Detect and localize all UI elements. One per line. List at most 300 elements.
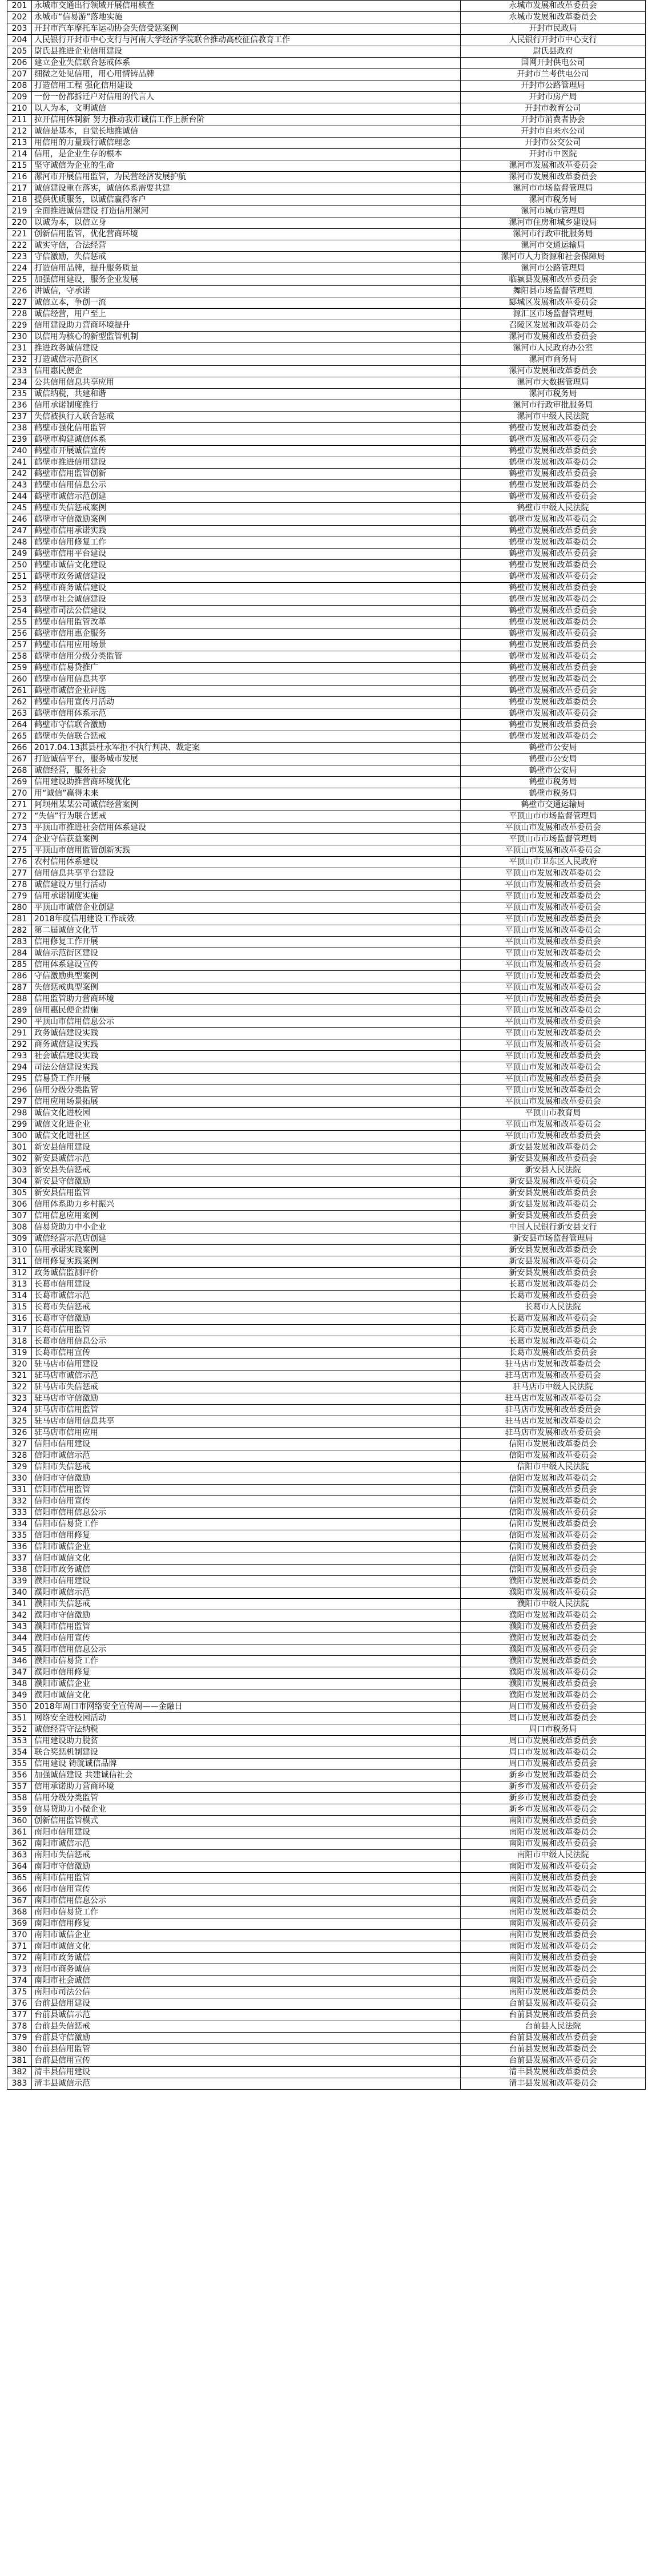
table-row [7,149,646,160]
case-title: 第二届诚信文化节 [32,925,461,937]
table-row [7,800,646,811]
case-title: 鹤壁市诚信文化建设 [32,560,461,571]
table-row [7,1907,646,1918]
table-row [7,400,646,412]
reporting-organization: 鹤壁市发展和改革委员会 [461,663,646,674]
table-row [7,1017,646,1028]
row-number: 351 [7,1713,32,1724]
reporting-organization: 南阳市发展和改革委员会 [461,1941,646,1953]
row-number: 366 [7,1884,32,1896]
reporting-organization: 新安县人民法院 [461,1165,646,1176]
case-title: 长葛市失信惩戒 [32,1302,461,1313]
table-row [7,412,646,423]
reporting-organization: 人民银行开封市中心支行 [461,35,646,46]
case-title: 信用体系建设宣传 [32,960,461,971]
table-row [7,811,646,823]
row-number: 275 [7,845,32,857]
table-row [7,297,646,309]
reporting-organization: 信阳市发展和改革委员会 [461,1565,646,1576]
row-number: 232 [7,354,32,366]
row-number: 299 [7,1119,32,1131]
table-row [7,1884,646,1896]
reporting-organization: 信阳市发展和改革委员会 [461,1553,646,1565]
reporting-organization: 台前县发展和改革委员会 [461,2044,646,2055]
reporting-organization: 漯河市公路管理局 [461,263,646,275]
table-row [7,1793,646,1804]
row-number: 273 [7,823,32,834]
reporting-organization: 平顶山市教育局 [461,1108,646,1119]
case-title: 信用承诺助力营商环境 [32,1781,461,1793]
row-number: 202 [7,12,32,23]
reporting-organization: 漯河市中级人民法院 [461,412,646,423]
reporting-organization: 中国人民银行新安县支行 [461,1222,646,1233]
table-row [7,1644,646,1656]
reporting-organization: 鹤壁市发展和改革委员会 [461,606,646,617]
reporting-organization: 平顶山市发展和改革委员会 [461,1051,646,1062]
row-number: 205 [7,46,32,58]
row-number: 285 [7,960,32,971]
table-row [7,1359,646,1370]
table-row [7,2021,646,2033]
reporting-organization: 新安县发展和改革委员会 [461,1245,646,1256]
table-row [7,1005,646,1017]
reporting-organization: 平顶山市发展和改革委员会 [461,1005,646,1017]
reporting-organization: 信阳市发展和改革委员会 [461,1542,646,1553]
reporting-organization: 平顶山市发展和改革委员会 [461,960,646,971]
table-row [7,594,646,606]
row-number: 377 [7,2010,32,2021]
case-title: 新安县信用建设 [32,1142,461,1154]
case-title: 濮阳市信用宣传 [32,1633,461,1644]
reporting-organization: 驻马店市中级人民法院 [461,1382,646,1393]
case-title: 平顶山市信用信息公示 [32,1017,461,1028]
row-number: 367 [7,1896,32,1907]
row-number: 376 [7,1998,32,2010]
table-row [7,1416,646,1428]
table-row [7,160,646,172]
case-title: 信用体系助力乡村振兴 [32,1199,461,1211]
reporting-organization: 新安县发展和改革委员会 [461,1211,646,1222]
table-row [7,583,646,594]
case-title: 信用承诺制度实施 [32,891,461,902]
case-title: 鹤壁市商务诚信建设 [32,583,461,594]
table-row [7,571,646,583]
row-number: 235 [7,389,32,400]
reporting-organization: 长葛市发展和改革委员会 [461,1336,646,1348]
row-number: 374 [7,1976,32,1987]
reporting-organization: 平顶山市发展和改革委员会 [461,1131,646,1142]
reporting-organization: 濮阳市发展和改革委员会 [461,1690,646,1702]
case-title: 诚信经营守法纳税 [32,1724,461,1736]
row-number: 320 [7,1359,32,1370]
reporting-organization: 鹤壁市发展和改革委员会 [461,651,646,663]
table-row [7,320,646,332]
row-number: 272 [7,811,32,823]
reporting-organization: 平顶山市发展和改革委员会 [461,1028,646,1039]
row-number: 352 [7,1724,32,1736]
row-number: 318 [7,1336,32,1348]
table-row [7,469,646,480]
table-row [7,1953,646,1964]
row-number: 265 [7,731,32,743]
row-number: 357 [7,1781,32,1793]
row-number: 268 [7,765,32,777]
case-title: 新安县诚信示范 [32,1154,461,1165]
case-title: 信阳市诚信示范 [32,1450,461,1462]
case-title: 信用信息共享平台建设 [32,868,461,880]
case-title: 鹤壁市构建诚信体系 [32,434,461,446]
case-title: 南阳市信用宣传 [32,1884,461,1896]
table-row [7,1485,646,1496]
table-row [7,1176,646,1188]
row-number: 342 [7,1610,32,1622]
table-row [7,92,646,103]
row-number: 217 [7,183,32,195]
table-row [7,366,646,377]
case-title: 诚信经营示范店创建 [32,1233,461,1245]
row-number: 316 [7,1313,32,1325]
row-number: 212 [7,126,32,138]
case-title: 信用分级分类监管 [32,1085,461,1096]
row-number: 213 [7,138,32,149]
reporting-organization: 平顶山市发展和改革委员会 [461,948,646,960]
row-number: 224 [7,263,32,275]
case-title: 打造信用品牌，提升服务质量 [32,263,461,275]
table-row [7,503,646,514]
table-row [7,1108,646,1119]
row-number: 361 [7,1827,32,1839]
table-row [7,1873,646,1884]
row-number: 336 [7,1542,32,1553]
reporting-organization: 平顶山市发展和改革委员会 [461,994,646,1005]
case-title: 濮阳市诚信文化 [32,1690,461,1702]
row-number: 215 [7,160,32,172]
case-title: 提供优质服务，以诚信赢得客户 [32,195,461,206]
case-title: 鹤壁市推进信用建设 [32,457,461,469]
case-title: 驻马店市信用建设 [32,1359,461,1370]
table-row [7,23,646,35]
table-row [7,1051,646,1062]
table-row [7,286,646,297]
table-row [7,1622,646,1633]
row-number: 240 [7,446,32,457]
reporting-organization: 平顶山市发展和改革委员会 [461,880,646,891]
reporting-organization: 平顶山市发展和改革委员会 [461,823,646,834]
reporting-organization: 鹤壁市中级人民法院 [461,503,646,514]
table-row [7,2078,646,2090]
case-title: 诚信纳税，共建和谐 [32,389,461,400]
row-number: 236 [7,400,32,412]
row-number: 210 [7,103,32,115]
table-row [7,1976,646,1987]
row-number: 270 [7,788,32,800]
row-number: 291 [7,1028,32,1039]
reporting-organization: 鹤壁市交通运输局 [461,800,646,811]
table-row [7,1724,646,1736]
row-number: 292 [7,1039,32,1051]
reporting-organization: 鹤壁市发展和改革委员会 [461,708,646,720]
row-number: 294 [7,1062,32,1074]
case-title: 以诚为本，以信立身 [32,217,461,229]
reporting-organization: 鹤壁市发展和改革委员会 [461,526,646,537]
case-title: 联合奖惩机制建设 [32,1747,461,1759]
row-number: 338 [7,1565,32,1576]
reporting-organization: 濮阳市发展和改革委员会 [461,1576,646,1587]
table-row [7,103,646,115]
table-row [7,765,646,777]
case-title: 创新信用监管模式 [32,1816,461,1827]
table-row [7,1428,646,1439]
row-number: 360 [7,1816,32,1827]
row-number: 248 [7,537,32,549]
case-title: 漯河市开展信用监管，为民营经济发展护航 [32,172,461,183]
case-title: 诚信建设重在落实，诚信体系需要共建 [32,183,461,195]
reporting-organization: 南阳市发展和改革委员会 [461,1884,646,1896]
row-number: 204 [7,35,32,46]
case-title: 诚信文化进企业 [32,1119,461,1131]
table-row [7,2055,646,2067]
case-title: 台前县信用监管 [32,2044,461,2055]
case-title: 信阳市信用修复 [32,1530,461,1542]
case-title: 信易贷助力小微企业 [32,1804,461,1816]
table-row [7,332,646,343]
case-title: 信用，是企业生存的根本 [32,149,461,160]
table-row [7,902,646,914]
reporting-organization: 漯河市住房和城乡建设局 [461,217,646,229]
row-number: 347 [7,1667,32,1679]
row-number: 237 [7,412,32,423]
reporting-organization: 开封市教育公司 [461,103,646,115]
reporting-organization: 驻马店市发展和改革委员会 [461,1359,646,1370]
table-row [7,1370,646,1382]
case-title: 以人为本，文明诚信 [32,103,461,115]
reporting-organization: 长葛市发展和改革委员会 [461,1313,646,1325]
table-row [7,1656,646,1667]
table-row [7,1039,646,1051]
table-row [7,457,646,469]
row-number: 346 [7,1656,32,1667]
case-title: 信用承诺制度推行 [32,400,461,412]
row-number: 221 [7,229,32,240]
case-title: 信用惠民便企 [32,366,461,377]
case-title: 鹤壁市信用承诺实践 [32,526,461,537]
row-number: 322 [7,1382,32,1393]
case-title: 打造诚信示范街区 [32,354,461,366]
reporting-organization: 台前县发展和改革委员会 [461,2055,646,2067]
table-row [7,651,646,663]
reporting-organization: 南阳市发展和改革委员会 [461,1930,646,1941]
row-number: 312 [7,1268,32,1279]
reporting-organization: 驻马店市发展和改革委员会 [461,1416,646,1428]
reporting-organization: 新安县发展和改革委员会 [461,1256,646,1268]
row-number: 241 [7,457,32,469]
table-row [7,880,646,891]
table-row [7,1839,646,1850]
reporting-organization: 濮阳市中级人民法院 [461,1599,646,1610]
row-number: 220 [7,217,32,229]
reporting-organization: 周口市发展和改革委员会 [461,1759,646,1770]
row-number: 222 [7,240,32,252]
reporting-organization: 新乡市发展和改革委员会 [461,1770,646,1781]
case-title: 台前县信用宣传 [32,2055,461,2067]
reporting-organization: 平顶山市发展和改革委员会 [461,971,646,982]
table-row [7,1804,646,1816]
row-number: 298 [7,1108,32,1119]
case-title: 驻马店市诚信示范 [32,1370,461,1382]
table-row [7,1553,646,1565]
reporting-organization: 清丰县发展和改革委员会 [461,2067,646,2078]
reporting-organization: 周口市发展和改革委员会 [461,1736,646,1747]
reporting-organization: 信阳市发展和改革委员会 [461,1519,646,1530]
case-title: 信阳市信用监管 [32,1485,461,1496]
case-title: 政务诚信监测评价 [32,1268,461,1279]
reporting-organization: 鹤壁市发展和改革委员会 [461,549,646,560]
reporting-organization: 漯河市交通运输局 [461,240,646,252]
case-title: 台前县信用建设 [32,1998,461,2010]
table-row [7,1188,646,1199]
table-row [7,1690,646,1702]
case-title: 信易贷助力中小企业 [32,1222,461,1233]
reporting-organization: 鹤壁市发展和改革委员会 [461,697,646,708]
table-row [7,195,646,206]
case-title: 鹤壁市失信惩戒案例 [32,503,461,514]
reporting-organization: 舞阳县市场监督管理局 [461,286,646,297]
case-title: 信用监管助力营商环境 [32,994,461,1005]
case-title: 台前县守信激励 [32,2033,461,2044]
reporting-organization: 新安县发展和改革委员会 [461,1176,646,1188]
case-title: 企业守信获益案例 [32,834,461,845]
row-number: 344 [7,1633,32,1644]
table-row [7,1325,646,1336]
row-number: 271 [7,800,32,811]
table-row [7,1393,646,1405]
case-title: 南阳市政务诚信 [32,1953,461,1964]
reporting-organization: 平顶山市发展和改革委员会 [461,868,646,880]
table-row [7,1861,646,1873]
reporting-organization: 长葛市人民法院 [461,1302,646,1313]
reporting-organization: 周口市发展和改革委员会 [461,1713,646,1724]
table-row [7,217,646,229]
row-number: 337 [7,1553,32,1565]
reporting-organization: 鹤壁市发展和改革委员会 [461,617,646,628]
row-number: 269 [7,777,32,788]
table-row [7,1918,646,1930]
case-title: 细微之处见信用，用心用情铸品牌 [32,69,461,80]
row-number: 228 [7,309,32,320]
reporting-organization: 南阳市发展和改革委员会 [461,1953,646,1964]
table-row [7,1930,646,1941]
table-row [7,1119,646,1131]
case-title: 长葛市信用信息公示 [32,1336,461,1348]
case-title: 拉开信用体制新 努力推动我市诚信工作上新台阶 [32,115,461,126]
reporting-organization: 新乡市发展和改革委员会 [461,1781,646,1793]
case-title: 鹤壁市信易贷推广 [32,663,461,674]
reporting-organization: 开封市公路管理局 [461,80,646,92]
case-title: 加强诚信建设 共建诚信社会 [32,1770,461,1781]
case-title: 鹤壁市守信激励案例 [32,514,461,526]
table-row [7,1679,646,1690]
case-title: 信用信息应用案例 [32,1211,461,1222]
table-row [7,389,646,400]
case-title: 驻马店市信用监管 [32,1405,461,1416]
case-title: 公共信用信息共享应用 [32,377,461,389]
row-number: 335 [7,1530,32,1542]
reporting-organization: 平顶山市发展和改革委员会 [461,1119,646,1131]
reporting-organization: 长葛市发展和改革委员会 [461,1279,646,1291]
case-list-body [7,1,646,2090]
reporting-organization: 永城市发展和改革委员会 [461,12,646,23]
reporting-organization: 鹤壁市发展和改革委员会 [461,640,646,651]
row-number: 251 [7,571,32,583]
row-number: 283 [7,937,32,948]
reporting-organization: 平顶山市发展和改革委员会 [461,845,646,857]
case-title: 信阳市信易贷工作 [32,1519,461,1530]
reporting-organization: 长葛市发展和改革委员会 [461,1325,646,1336]
reporting-organization: 濮阳市发展和改革委员会 [461,1656,646,1667]
row-number: 274 [7,834,32,845]
case-title: 长葛市信用宣传 [32,1348,461,1359]
row-number: 211 [7,115,32,126]
reporting-organization: 漯河市人民政府办公室 [461,343,646,354]
row-number: 262 [7,697,32,708]
reporting-organization: 台前县发展和改革委员会 [461,2010,646,2021]
reporting-organization: 漯河市发展和改革委员会 [461,160,646,172]
case-title: 信用建设助推营商环境优化 [32,777,461,788]
table-row [7,1062,646,1074]
case-title: 台前县诚信示范 [32,2010,461,2021]
reporting-organization: 信阳市发展和改革委员会 [461,1530,646,1542]
case-title: 永城市“信易游”落地实施 [32,12,461,23]
table-row [7,1256,646,1268]
case-title: 信用建设助力脱贫 [32,1736,461,1747]
table-row [7,80,646,92]
case-title: 鹤壁市信用应用场景 [32,640,461,651]
row-number: 206 [7,58,32,69]
row-number: 308 [7,1222,32,1233]
table-row [7,1,646,12]
row-number: 264 [7,720,32,731]
row-number: 280 [7,902,32,914]
row-number: 300 [7,1131,32,1142]
row-number: 323 [7,1393,32,1405]
table-row [7,514,646,526]
table-row [7,788,646,800]
row-number: 279 [7,891,32,902]
reporting-organization: 周口市发展和改革委员会 [461,1702,646,1713]
case-title: 信用分级分类监管 [32,1793,461,1804]
case-title: 鹤壁市信用分级分类监管 [32,651,461,663]
case-title: 南阳市信用建设 [32,1827,461,1839]
row-number: 355 [7,1759,32,1770]
table-row [7,1599,646,1610]
reporting-organization: 平顶山市市场监督管理局 [461,811,646,823]
reporting-organization: 南阳市发展和改革委员会 [461,1976,646,1987]
row-number: 287 [7,982,32,994]
reporting-organization: 永城市发展和改革委员会 [461,1,646,12]
row-number: 315 [7,1302,32,1313]
table-row [7,708,646,720]
reporting-organization: 平顶山市发展和改革委员会 [461,1039,646,1051]
row-number: 309 [7,1233,32,1245]
table-row [7,857,646,868]
table-row [7,1964,646,1976]
reporting-organization: 南阳市发展和改革委员会 [461,1987,646,1998]
row-number: 255 [7,617,32,628]
table-row [7,720,646,731]
reporting-organization: 新乡市发展和改革委员会 [461,1793,646,1804]
table-row [7,640,646,651]
row-number: 319 [7,1348,32,1359]
